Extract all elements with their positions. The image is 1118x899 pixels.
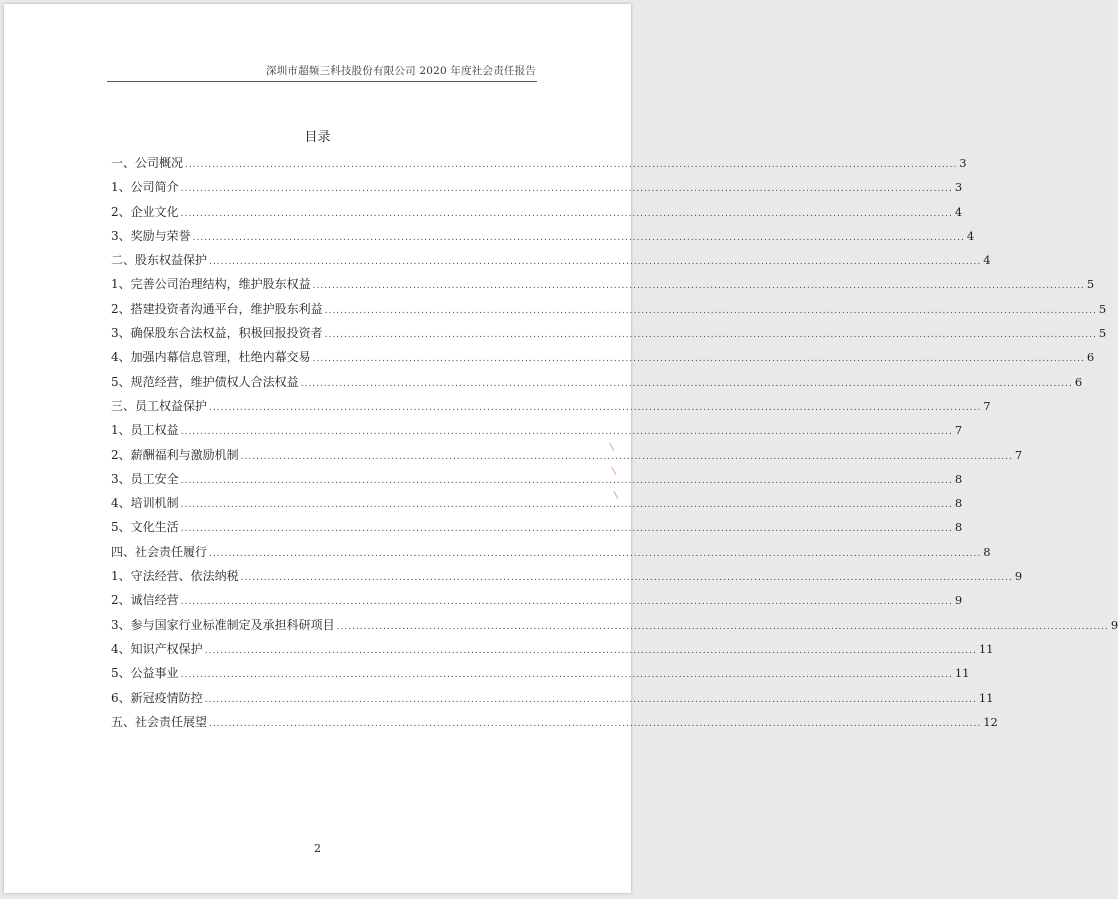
toc-entry-page: 7 bbox=[1014, 447, 1023, 462]
toc-entry[interactable] bbox=[111, 324, 1107, 348]
toc-entry-page: 11 bbox=[978, 641, 994, 656]
toc-leader-dots: ........................................................................................................................................................................................................ bbox=[204, 645, 977, 656]
toc-leader-dots: ........................................................................................................................................................................................................ bbox=[324, 330, 1097, 341]
toc-entry-label: 5、规范经营，维护债权人合法权益 bbox=[111, 374, 299, 389]
toc-entry[interactable] bbox=[111, 518, 963, 542]
toc-entry-label: 1、守法经营、依法纳税 bbox=[111, 569, 239, 584]
toc-leader-dots: ........................................................................................................................................................................................................ bbox=[180, 208, 953, 219]
toc-entry-page: 5 bbox=[1098, 326, 1107, 341]
toc-entry-page: 11 bbox=[954, 666, 970, 681]
toc-entry-page: 4 bbox=[954, 204, 963, 219]
toc-entry-label: 4、知识产权保护 bbox=[111, 641, 203, 656]
toc-leader-dots: ........................................................................................................................................................................................................ bbox=[204, 694, 977, 705]
toc-entry-label: 2、诚信经营 bbox=[111, 593, 179, 608]
toc-entry[interactable] bbox=[111, 494, 963, 518]
toc-leader-dots: ........................................................................................................................................................................................................ bbox=[240, 573, 1013, 584]
seal-fragment: ⁄ bbox=[607, 444, 619, 451]
toc-entry-label: 3、参与国家行业标准制定及承担科研项目 bbox=[111, 617, 335, 632]
toc-entry-label: 3、确保股东合法权益，积极回报投资者 bbox=[111, 326, 323, 341]
toc-entry[interactable] bbox=[111, 470, 963, 494]
toc-entry-page: 8 bbox=[954, 496, 963, 511]
toc-entry-label: 一、公司概况 bbox=[111, 156, 184, 170]
toc-entry-page: 5 bbox=[1098, 301, 1107, 316]
seal-fragment: ⁄ bbox=[609, 468, 621, 475]
page-number: 2 bbox=[314, 842, 321, 855]
toc-entry[interactable] bbox=[111, 203, 963, 227]
toc-entry[interactable] bbox=[111, 348, 1095, 372]
toc-leader-dots: ........................................................................................................................................................................................................ bbox=[336, 621, 1109, 632]
toc-entry-label: 1、完善公司治理结构，维护股东权益 bbox=[111, 277, 311, 292]
toc-entry-page: 6 bbox=[1074, 374, 1083, 389]
toc-entry[interactable] bbox=[111, 154, 967, 178]
toc-entry-page: 8 bbox=[954, 520, 963, 535]
toc-entry-page: 6 bbox=[1086, 350, 1095, 365]
toc-entry-page: 4 bbox=[983, 253, 991, 268]
toc-entry-page: 8 bbox=[954, 471, 963, 486]
toc-title: 目录 bbox=[304, 130, 331, 145]
toc-entry-page: 3 bbox=[959, 156, 967, 170]
document-page bbox=[4, 4, 1118, 893]
toc-leader-dots: ........................................................................................................................................................................................................ bbox=[209, 402, 982, 413]
toc-entry-page: 7 bbox=[983, 398, 991, 413]
toc-entry[interactable] bbox=[111, 275, 1095, 299]
toc-leader-dots: ........................................................................................................................................................................................................ bbox=[209, 548, 982, 559]
toc-entry-label: 2、搭建投资者沟通平台，维护股东利益 bbox=[111, 301, 323, 316]
toc-entry-label: 4、加强内幕信息管理，杜绝内幕交易 bbox=[111, 350, 311, 365]
toc-entry-page: 11 bbox=[978, 690, 994, 705]
toc-leader-dots: ........................................................................................................................................................................................................ bbox=[180, 475, 953, 486]
toc-entry-label: 5、文化生活 bbox=[111, 520, 179, 535]
toc-entry-page: 7 bbox=[954, 423, 963, 438]
toc-entry[interactable] bbox=[111, 178, 963, 202]
toc-entry-page: 4 bbox=[966, 228, 975, 243]
toc-entry[interactable] bbox=[111, 397, 991, 421]
toc-leader-dots: ........................................................................................................................................................................................................ bbox=[185, 160, 958, 170]
toc-entry-label: 3、员工安全 bbox=[111, 471, 179, 486]
running-header: 深圳市超频三科技股份有限公司 2020 年度社会责任报告 bbox=[266, 65, 536, 77]
toc-entry[interactable] bbox=[111, 300, 1107, 324]
toc-entry-label: 1、员工权益 bbox=[111, 423, 179, 438]
toc-entry-label: 6、新冠疫情防控 bbox=[111, 690, 203, 705]
toc-entry[interactable] bbox=[111, 251, 991, 275]
toc-entry-page: 9 bbox=[954, 593, 963, 608]
toc-entry[interactable] bbox=[111, 567, 1023, 591]
toc-entry[interactable] bbox=[111, 640, 994, 664]
toc-entry[interactable] bbox=[111, 543, 991, 567]
toc-entry-page: 3 bbox=[954, 180, 963, 195]
toc-entry[interactable] bbox=[111, 713, 998, 737]
toc-leader-dots: ........................................................................................................................................................................................................ bbox=[180, 597, 953, 608]
toc-entry[interactable] bbox=[111, 446, 1023, 470]
header-divider bbox=[107, 81, 537, 82]
toc-entry-label: 四、社会责任履行 bbox=[111, 544, 208, 559]
toc-entry[interactable] bbox=[111, 227, 975, 251]
toc-leader-dots: ........................................................................................................................................................................................................ bbox=[180, 184, 953, 195]
toc-leader-dots: ........................................................................................................................................................................................................ bbox=[180, 500, 953, 511]
table-of-contents bbox=[111, 154, 1118, 737]
toc-entry[interactable] bbox=[111, 591, 963, 615]
toc-entry-label: 2、薪酬福利与激励机制 bbox=[111, 447, 239, 462]
toc-leader-dots: ........................................................................................................................................................................................................ bbox=[240, 451, 1013, 462]
toc-entry[interactable] bbox=[111, 616, 1118, 640]
toc-entry-page: 9 bbox=[1110, 617, 1118, 632]
toc-leader-dots: ........................................................................................................................................................................................................ bbox=[180, 670, 953, 681]
toc-leader-dots: ........................................................................................................................................................................................................ bbox=[209, 257, 982, 268]
toc-leader-dots: ........................................................................................................................................................................................................ bbox=[312, 281, 1085, 292]
toc-entry-page: 8 bbox=[983, 544, 991, 559]
toc-entry-page: 9 bbox=[1014, 569, 1023, 584]
toc-entry-label: 3、奖励与荣誉 bbox=[111, 228, 191, 243]
toc-entry[interactable] bbox=[111, 689, 994, 713]
toc-leader-dots: ........................................................................................................................................................................................................ bbox=[192, 232, 965, 243]
toc-entry-page: 12 bbox=[983, 714, 998, 729]
toc-entry[interactable] bbox=[111, 373, 1083, 397]
toc-entry[interactable] bbox=[111, 421, 963, 445]
toc-entry-label: 2、企业文化 bbox=[111, 204, 179, 219]
toc-leader-dots: ........................................................................................................................................................................................................ bbox=[312, 354, 1085, 365]
seal-fragment: ⁄ bbox=[611, 492, 623, 499]
toc-leader-dots: ........................................................................................................................................................................................................ bbox=[180, 524, 953, 535]
toc-entry-label: 4、培训机制 bbox=[111, 496, 179, 511]
toc-entry-label: 5、公益事业 bbox=[111, 666, 179, 681]
toc-entry-page: 5 bbox=[1086, 277, 1095, 292]
toc-leader-dots: ........................................................................................................................................................................................................ bbox=[324, 305, 1097, 316]
toc-entry-label: 二、股东权益保护 bbox=[111, 253, 208, 268]
toc-entry-label: 1、公司简介 bbox=[111, 180, 179, 195]
toc-entry-label: 三、员工权益保护 bbox=[111, 398, 208, 413]
toc-leader-dots: ........................................................................................................................................................................................................ bbox=[300, 378, 1073, 389]
toc-entry-label: 五、社会责任展望 bbox=[111, 714, 208, 729]
toc-entry[interactable] bbox=[111, 664, 970, 688]
toc-leader-dots: ........................................................................................................................................................................................................ bbox=[209, 718, 982, 729]
toc-leader-dots: ........................................................................................................................................................................................................ bbox=[180, 427, 953, 438]
